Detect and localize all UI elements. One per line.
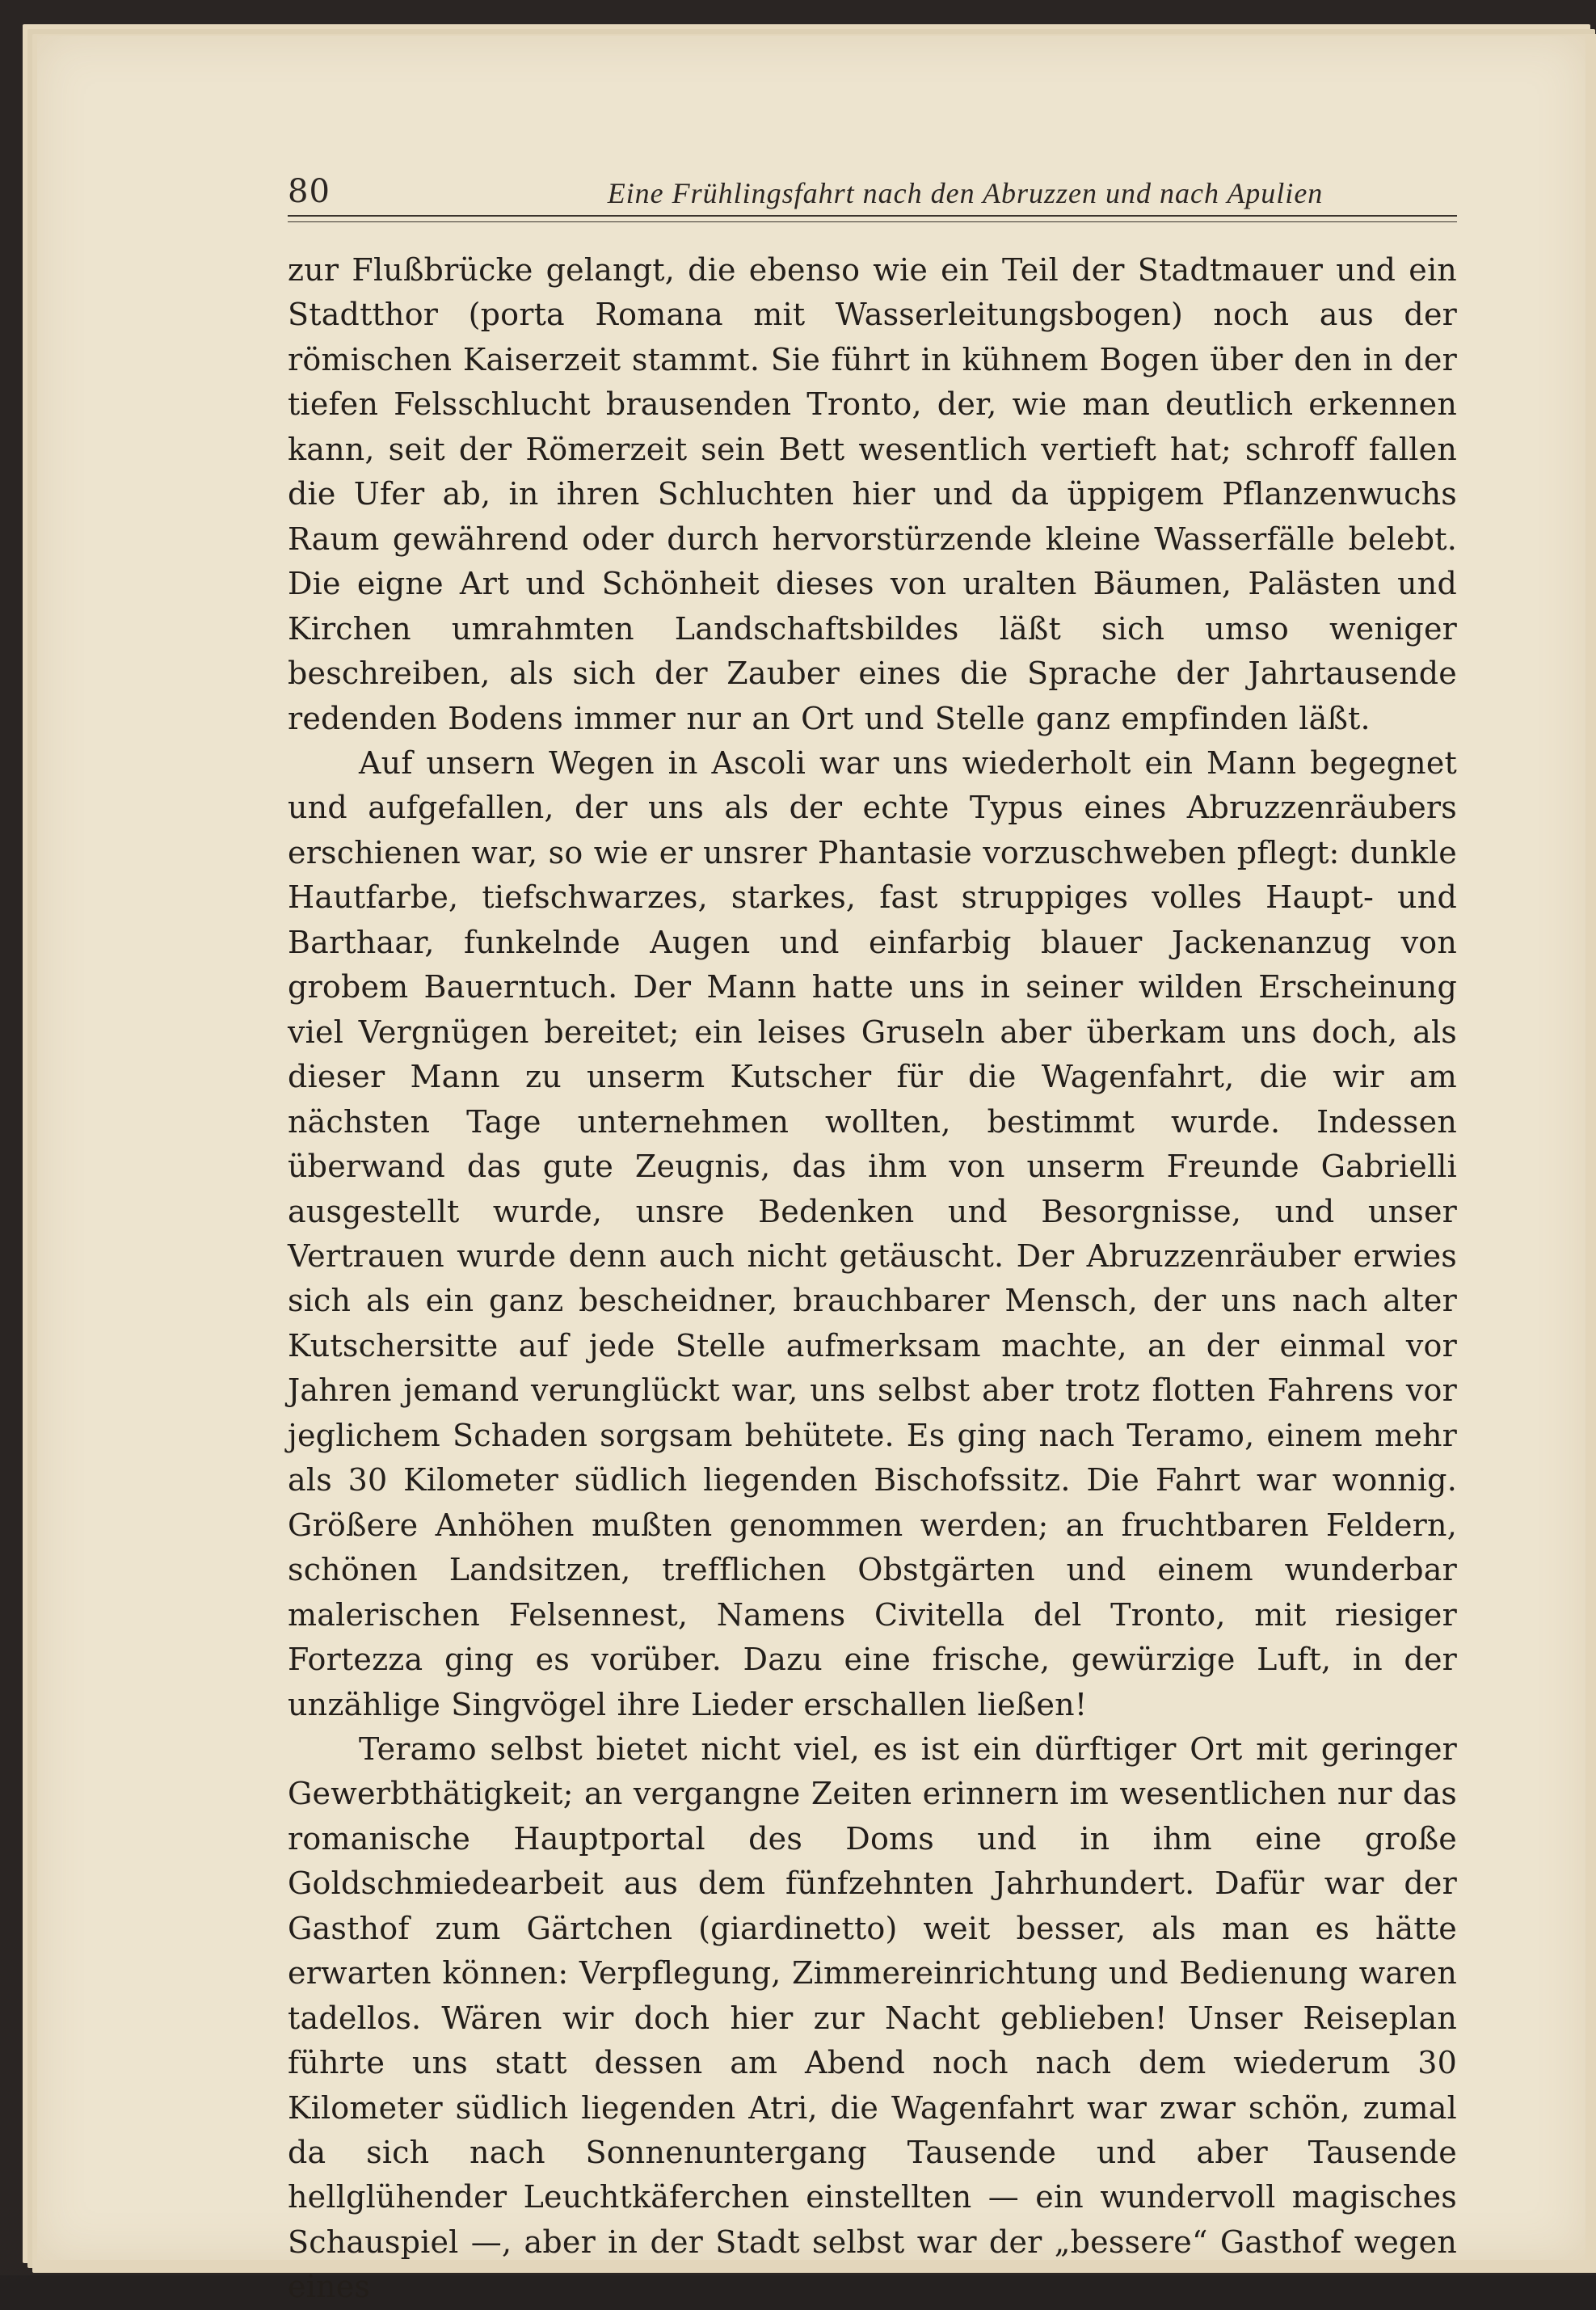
header-rule	[288, 215, 1457, 217]
body-text	[288, 248, 1457, 2310]
header-rule-thin	[288, 221, 1457, 222]
paragraph: zur Flußbrücke gelangt, die ebenso wie ein Teil der Stadtmauer und ein Stadtthor (porta Romana mit Wasserleitungsbogen) noch aus der römischen Kaiserzeit stammt. Sie führt in kühnem Bogen über den in der tiefen Felsschlucht brausenden Tronto, der, wie man deutlich erkennen kann, seit der Römerzeit sein Bett wesentlich vertieft hat; schroff fallen die Ufer ab, in ihren Schluchten hier und da üppigem Pflanzenwuchs Raum gewährend oder durch hervorstürzende kleine Wasserfälle belebt. Die eigne Art und Schönheit dieses von uralten Bäumen, Palästen und Kirchen umrahmten Landschaftsbildes läßt sich umso weniger beschreiben, als sich der Zauber eines die Sprache der Jahrtausende redenden Bodens immer nur an Ort und Stelle ganz empfinden läßt.	[288, 252, 1457, 736]
page-number: 80	[288, 173, 331, 210]
page-header	[288, 171, 1457, 212]
paragraph: Auf unsern Wegen in Ascoli war uns wiederholt ein Mann begegnet und aufgefallen, der uns als der echte Typus eines Abruzzenräubers erschienen war, so wie er unsrer Phantasie vorzuschweben pflegt: dunkle Hautfarbe, tiefschwarzes, starkes, fast struppiges volles Haupt- und Barthaar, funkelnde Augen und einfarbig blauer Jackenanzug von grobem Bauerntuch. Der Mann hatte uns in seiner wilden Erscheinung viel Vergnügen bereitet; ein leises Gruseln aber überkam uns doch, als dieser Mann zu unserm Kutscher für die Wagenfahrt, die wir am nächsten Tage unternehmen wollten, bestimmt wurde. Indessen überwand das gute Zeugnis, das ihm von unserm Freunde Gabrielli ausgestellt wurde, unsre Bedenken und Besorgnisse, und unser Vertrauen wurde denn auch nicht getäuscht. Der Abruzzenräuber erwies sich als ein ganz bescheidner, brauchbarer Mensch, der uns nach alter Kutschersitte auf jede Stelle aufmerksam machte, an der einmal vor Jahren jemand verunglückt war, uns selbst aber trotz flotten Fahrens vor jeglichem Schaden sorgsam behütete. Es ging nach Teramo, einem mehr als 30 Kilometer südlich liegenden Bischofssitz. Die Fahrt war wonnig. Größere Anhöhen mußten genommen werden; an fruchtbaren Feldern, schönen Landsitzen, trefflichen Obstgärten und einem wunderbar malerischen Felsennest, Namens Civitella del Tronto, mit riesiger Fortezza ging es vorüber. Dazu eine frische, gewürzige Luft, in der unzählige Singvögel ihre Lieder erschallen ließen!	[288, 744, 1457, 1722]
running-title: Eine Frühlingsfahrt nach den Abruzzen und nach Apulien	[607, 177, 1324, 209]
paragraph: Teramo selbst bietet nicht viel, es ist ein dürftiger Ort mit geringer Gewerbthätigkeit; an vergangne Zeiten erinnern im wesentlichen nur das romanische Hauptportal des Doms und in ihm eine große Goldschmiedearbeit aus dem fünfzehnten Jahrhundert. Dafür war der Gasthof zum Gärtchen (giardinetto) weit besser, als man es hätte erwarten können: Verpflegung, Zimmereinrichtung und Bedienung waren tadellos. Wären wir doch hier zur Nacht geblieben! Unser Reiseplan führte uns statt dessen am Abend noch nach dem wiederum 30 Kilometer südlich liegenden Atri, die Wagenfahrt war zwar schön, zumal da sich nach Sonnenuntergang Tausende und aber Tausende hellglühender Leuchtkäferchen einstellten — ein wundervoll magisches Schauspiel —, aber in der Stadt selbst war der „bessere“ Gasthof wegen eines	[288, 1730, 1457, 2305]
